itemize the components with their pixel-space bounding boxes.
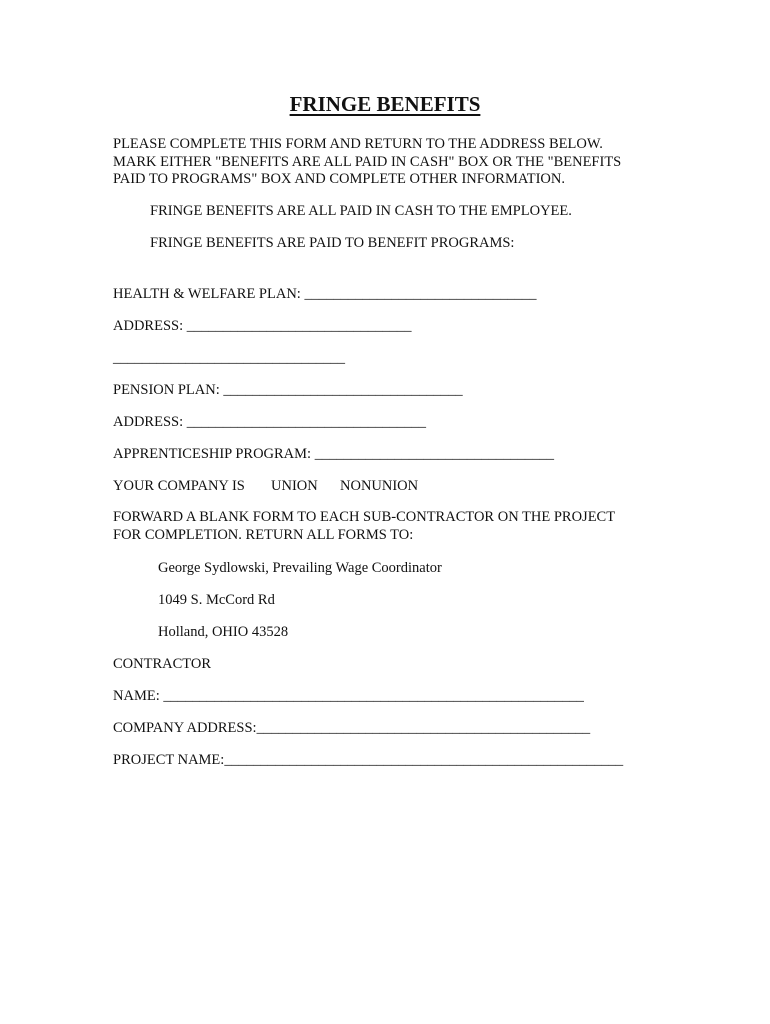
project-name-field[interactable]: PROJECT NAME:_______________________________________________________ bbox=[113, 752, 624, 768]
recipient-name: George Sydlowski, Prevailing Wage Coordinator bbox=[158, 560, 442, 576]
contractor-name-field[interactable]: NAME: __________________________________________________________ bbox=[113, 688, 584, 704]
apprenticeship-program-field[interactable]: APPRENTICESHIP PROGRAM: _________________________________ bbox=[113, 446, 554, 462]
health-welfare-address-continued-field[interactable]: ________________________________ bbox=[113, 350, 345, 366]
company-type-label: YOUR COMPANY IS bbox=[113, 478, 245, 494]
company-address-field[interactable]: COMPANY ADDRESS:______________________________________________ bbox=[113, 720, 591, 736]
instructions-line-2: MARK EITHER "BENEFITS ARE ALL PAID IN CASH" BOX OR THE "BENEFITS bbox=[113, 153, 622, 170]
health-welfare-plan-field[interactable]: HEALTH & WELFARE PLAN: ________________________________ bbox=[113, 286, 537, 302]
recipient-street: 1049 S. McCord Rd bbox=[158, 592, 275, 608]
health-welfare-address-field[interactable]: ADDRESS: _______________________________ bbox=[113, 318, 412, 334]
union-option[interactable]: UNION bbox=[271, 478, 318, 494]
option-paid-in-cash[interactable]: FRINGE BENEFITS ARE ALL PAID IN CASH TO THE EMPLOYEE. bbox=[150, 203, 572, 219]
instructions-line-3: PAID TO PROGRAMS" BOX AND COMPLETE OTHER INFORMATION. bbox=[113, 171, 565, 187]
forward-line-2: FOR COMPLETION. RETURN ALL FORMS TO: bbox=[113, 526, 414, 543]
forward-line-1: FORWARD A BLANK FORM TO EACH SUB-CONTRACTOR ON THE PROJECT bbox=[113, 509, 616, 525]
forward-instructions bbox=[113, 509, 615, 544]
pension-plan-field[interactable]: PENSION PLAN: _________________________________ bbox=[113, 382, 463, 398]
form-title: FRINGE BENEFITS bbox=[289, 92, 481, 116]
instructions-paragraph bbox=[113, 136, 621, 189]
instructions-line-1: PLEASE COMPLETE THIS FORM AND RETURN TO THE ADDRESS BELOW. bbox=[113, 136, 603, 152]
recipient-city: Holland, OHIO 43528 bbox=[158, 624, 289, 640]
option-paid-to-programs[interactable]: FRINGE BENEFITS ARE PAID TO BENEFIT PROGRAMS: bbox=[150, 235, 515, 251]
pension-address-field[interactable]: ADDRESS: _________________________________ bbox=[113, 414, 426, 430]
contractor-heading: CONTRACTOR bbox=[113, 656, 212, 672]
nonunion-option[interactable]: NONUNION bbox=[340, 478, 419, 494]
